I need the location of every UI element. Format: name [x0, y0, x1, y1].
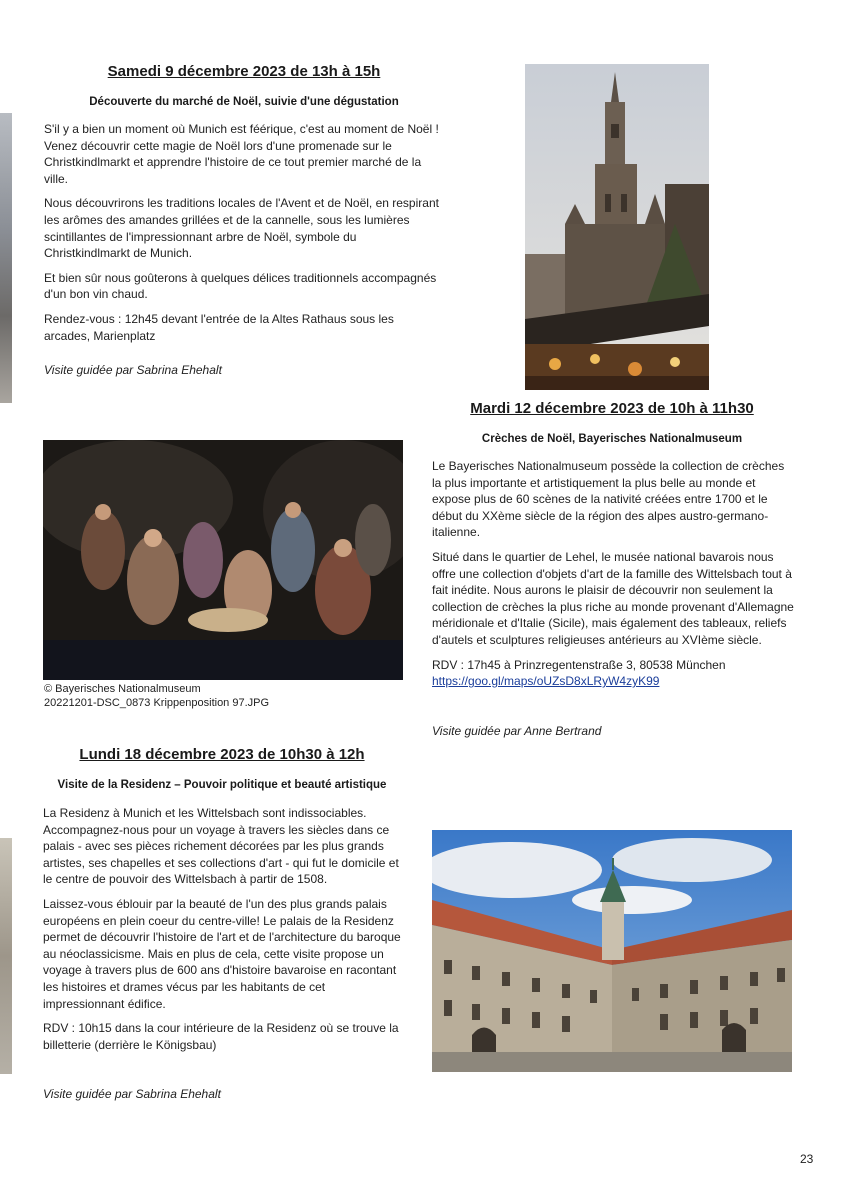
edge-photo-strip-top — [0, 113, 12, 403]
christmas-market-image — [525, 64, 709, 390]
event2-guide: Visite guidée par Anne Bertrand — [432, 724, 602, 738]
residenz-courtyard-image — [432, 830, 792, 1072]
event3-paragraph: La Residenz à Munich et les Wittelsbach sont indissociables. Accompagnez-nous pour un voyage à travers les siècles dans ce palais - avec ses pièces richement décorées par les plus grands artistes, ses chapelles et ses collections d'art - qui fut le domicile et le centre de pouvoir des Wittelsbach à partir de 1508. — [43, 806, 399, 887]
event2-rdv: RDV : 17h45 à Prinzregentenstraße 3, 80538 München — [432, 657, 726, 672]
event3-subtitle: Visite de la Residenz – Pouvoir politique et beauté artistique — [57, 779, 387, 791]
event1-date-title: Samedi 9 décembre 2023 de 13h à 15h — [107, 63, 381, 80]
edge-photo-strip-bottom — [0, 838, 12, 1074]
crib-photo-caption — [44, 682, 269, 710]
event3-paragraph: Laissez-vous éblouir par la beauté de l'un des plus grands palais européens en plein coeur du centre-ville! Le palais de la Residenz permet de découvrir l'histoire de l'art et de l'architecture du baroque au néoclassicisme. Mais en plus de cela, cette visite propose un voyage à travers plus de 600 ans d'histoire bavaroise en racontant les histoires et drames vécus par les habitants de cet impressionnant édifice. — [43, 896, 401, 1011]
event1-paragraph: Nous découvrirons les traditions locales de l'Avent et de Noël, en respirant les arômes des amandes grillées et de la cannelle, sous les lumières scintillantes de l'impressionnant arbre de Noël, symbole du Christkindlmarkt de Munich. — [44, 196, 439, 261]
event3-guide: Visite guidée par Sabrina Ehehalt — [43, 1087, 221, 1101]
page-number: 23 — [800, 1152, 814, 1166]
event2-subtitle: Crèches de Noël, Bayerisches Nationalmuseum — [481, 433, 743, 445]
event1-rendezvous: Rendez-vous : 12h45 devant l'entrée de la Altes Rathaus sous les arcades, Marienplatz — [44, 311, 394, 343]
residenz-courtyard-photo — [432, 830, 792, 1072]
event3-date-title: Lundi 18 décembre 2023 de 10h30 à 12h — [79, 746, 365, 763]
event1-guide: Visite guidée par Sabrina Ehehalt — [44, 363, 222, 377]
event1-paragraph: S'il y a bien un moment où Munich est féérique, c'est au moment de Noël ! Venez découvrir cette magie de Noël lors d'une promenade sur le Christkindlmarkt et apprendre l'histoire de ce tout premier marché de la ville. — [44, 122, 439, 186]
event2-paragraph: Le Bayerisches Nationalmuseum possède la collection de crèches la plus importante et artistiquement la plus belle au monde et expose plus de 60 scènes de la nativité créées entre 1700 et le début du XXème siècle de la région des alpes austro-germano-italienne. — [432, 459, 785, 540]
caption-copyright: © Bayerisches Nationalmuseum — [44, 683, 201, 695]
event3-rdv: RDV : 10h15 dans la cour intérieure de la Residenz où se trouve la billetterie (derrière le Königsbau) — [43, 1021, 399, 1052]
nativity-crib-image — [43, 440, 403, 680]
event2-paragraph: Situé dans le quartier de Lehel, le musée national bavarois nous offre une collection d'objets d'art de la famille des Wittelsbach tout à fait inédite. Nous aurons le plaisir de découvrir non seulement la collection de crèches la plus riche au monde provenant d'Allemagne méridionale et d'Italie (Sicile), mais également des tableaux, reliefs d'autels et sculptures religieuses antérieurs au XVIème siècle. — [432, 549, 794, 647]
christmas-market-photo — [525, 64, 709, 390]
event2-date-title: Mardi 12 décembre 2023 de 10h à 11h30 — [470, 400, 754, 417]
caption-filename: 20221201-DSC_0873 Krippenposition 97.JPG — [44, 697, 270, 709]
nativity-crib-photo — [43, 440, 403, 680]
event2-description — [432, 458, 794, 690]
event3-description — [43, 805, 403, 1061]
event1-paragraph: Et bien sûr nous goûterons à quelques délices traditionnels accompagnés d'un bon vin chaud. — [44, 270, 437, 302]
event1-subtitle: Découverte du marché de Noël, suivie d'une dégustation — [89, 96, 399, 108]
event2-map-link[interactable]: https://goo.gl/maps/oUZsD8xLRyW4zyK99 — [432, 674, 660, 689]
event1-description — [44, 121, 442, 352]
